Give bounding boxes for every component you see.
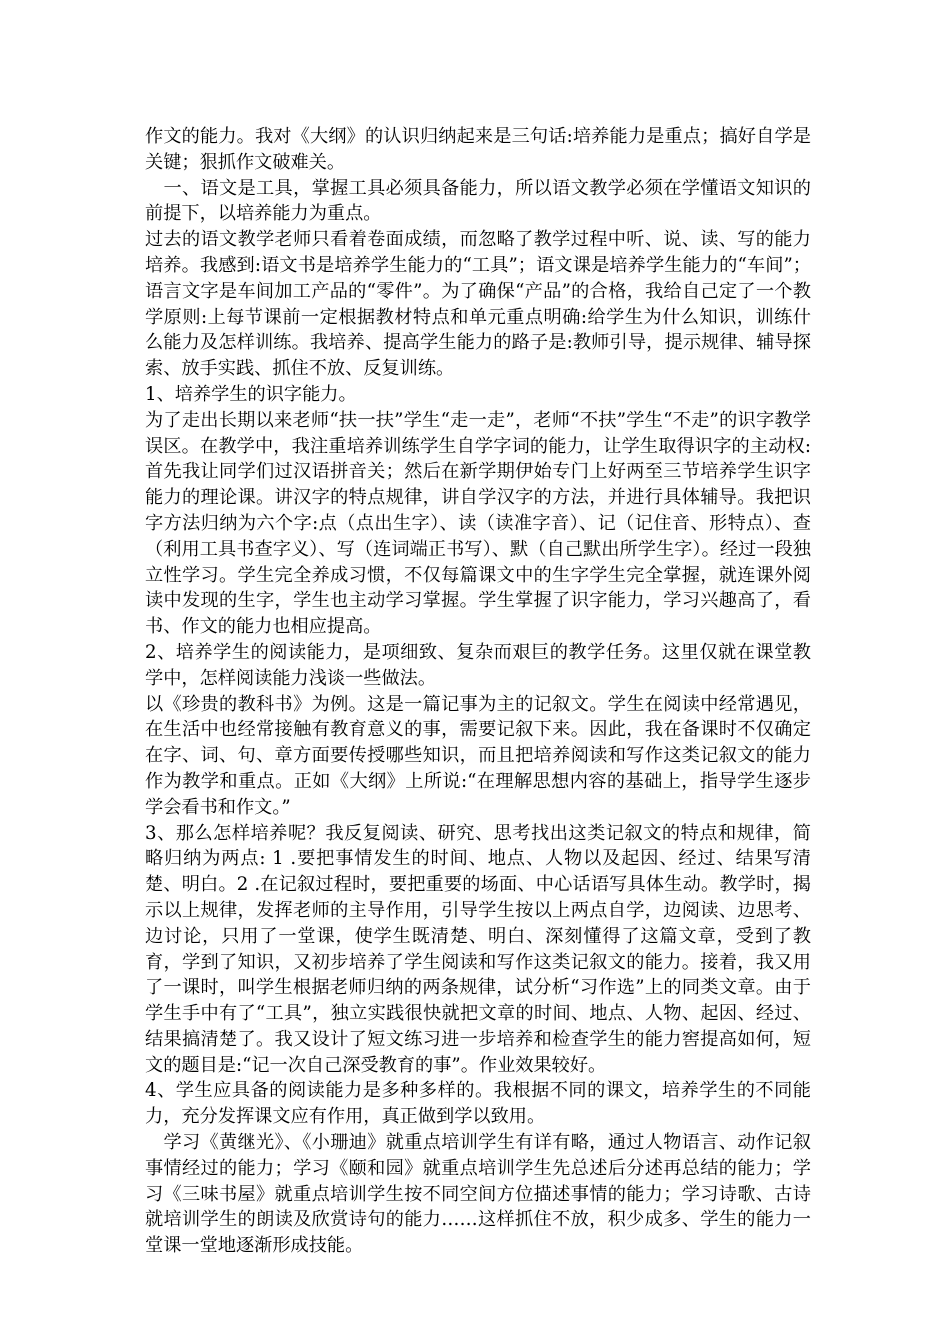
paragraph-point-1-heading: 1、培养学生的识字能力。	[145, 383, 357, 405]
paragraph-point-3-method: 3、那么怎样培养呢？我反复阅读、研究、思考找出这类记叙文的特点和规律，简略归纳为两点: 1 .要把事情发生的时间、地点、人物以及起因、经过、结果写清楚、明白。2 .在记叙过程时，要把重要的场面、中心话语写具体生动。教学时，揭示以上规律，发挥老师的主导作用，引导学生按以上两点自学，边阅读、边思考、边讨论，只用了一堂课，使学生既清楚、明白、深刻懂得了这篇文章，受到了教育，学到了知识，又初步培养了学生阅读和写作这类记叙文的能力。接着，我又用了一课时，叫学生根据老师归纳的两条规律，试分析“习作选”上的同类文章。由于学生手中有了“工具”，独立实践很快就把文章的时间、地点、人物、起因、经过、结果搞清楚了。我又设计了短文练习进一步培养和检查学生的能力窖提高如何，短文的题目是:“记一次自己深受教育的事”。作业效果较好。	[145, 822, 811, 1076]
paragraph-literacy-training: 为了走出长期以来老师“扶一扶”学生“走一走”，老师“不扶”学生“不走”的识字教学误区。在教学中，我注重培养训练学生自学字词的能力，让学生取得识字的主动权:首先我让同学们过汉语拼音关；然后在新学期伊始专门上好两至三节培养学生识字能力的理论课。讲汉字的特点规律，讲自学汉字的方法，并进行具体辅导。我把识字方法归纳为六个字:点（点出生字）、读（读准字音）、记（记住音、形特点）、查（利用工具书查字义）、写（连词端正书写）、默（自己默出所学生字）。经过一段独立性学习。学生完全养成习惯，不仅每篇课文中的生字学生完全掌握，就连课外阅读中发现的生字，学生也主动学习掌握。学生掌握了识字能力，学习兴趣高了，看书、作文的能力也相应提高。	[145, 409, 811, 638]
paragraph-intro-continuation: 作文的能力。我对《大纲》的认识归纳起来是三句话:培养能力是重点；搞好自学是关键；狠抓作文破难关。	[145, 126, 811, 173]
paragraph-point-2-reading: 2、培养学生的阅读能力，是项细致、复杂而艰巨的教学任务。这里仅就在课堂教学中，怎样阅读能力浅谈一些做法。	[145, 641, 811, 689]
paragraph-textbook-example: 以《珍贵的教科书》为例。这是一篇记事为主的记叙文。学生在阅读中经常遇见，在生活中也经常接触有教育意义的事，需要记叙下来。因此，我在备课时不仅确定在字、词、句、章方面要传授哪些知识，而且把培养阅读和写作这类记叙文的能力作为教学和重点。正如《大纲》上所说:“在理解思想内容的基础上，指导学生逐步学会看书和作文。”	[145, 693, 811, 818]
paragraph-past-teaching: 过去的语文教学老师只看着卷面成绩，而忽略了教学过程中听、说、读、写的能力培养。我感到:语文书是培养学生能力的“工具”；语文课是培养学生能力的“车间”；语言文字是车间加工产品的“零件”。为了确保“产品”的合格，我给自己定了一个教学原则:上每节课前一定根据教材特点和单元重点明确:给学生为什么知识，训练什么能力及怎样训练。我培养、提高学生能力的路子是:教师引导，提示规律、辅导探索、放手实践、抓住不放、反复训练。	[145, 229, 811, 380]
paragraph-lesson-examples: 学习《黄继光》、《小珊迪》就重点培训学生有详有略，通过人物语言、动作记叙事情经过的能力；学习《颐和园》就重点培训学生先总述后分述再总结的能力；学习《三味书屋》就重点培训学生按不同空间方位描述事情的能力；学习诗歌、古诗就培训学生的朗读及欣赏诗句的能力……这样抓住不放，积少成多、学生的能力一堂课一堂地逐渐形成技能。	[145, 1132, 811, 1257]
paragraph-point-4-abilities: 4、学生应具备的阅读能力是多种多样的。我根据不同的课文，培养学生的不同能力，充分发挥课文应有作用，真正做到学以致用。	[145, 1080, 811, 1128]
document-body	[145, 124, 811, 1259]
paragraph-section-one-heading: 一、语文是工具，掌握工具必须具备能力，所以语文教学必须在学懂语文知识的前提下，以培养能力为重点。	[145, 177, 811, 225]
